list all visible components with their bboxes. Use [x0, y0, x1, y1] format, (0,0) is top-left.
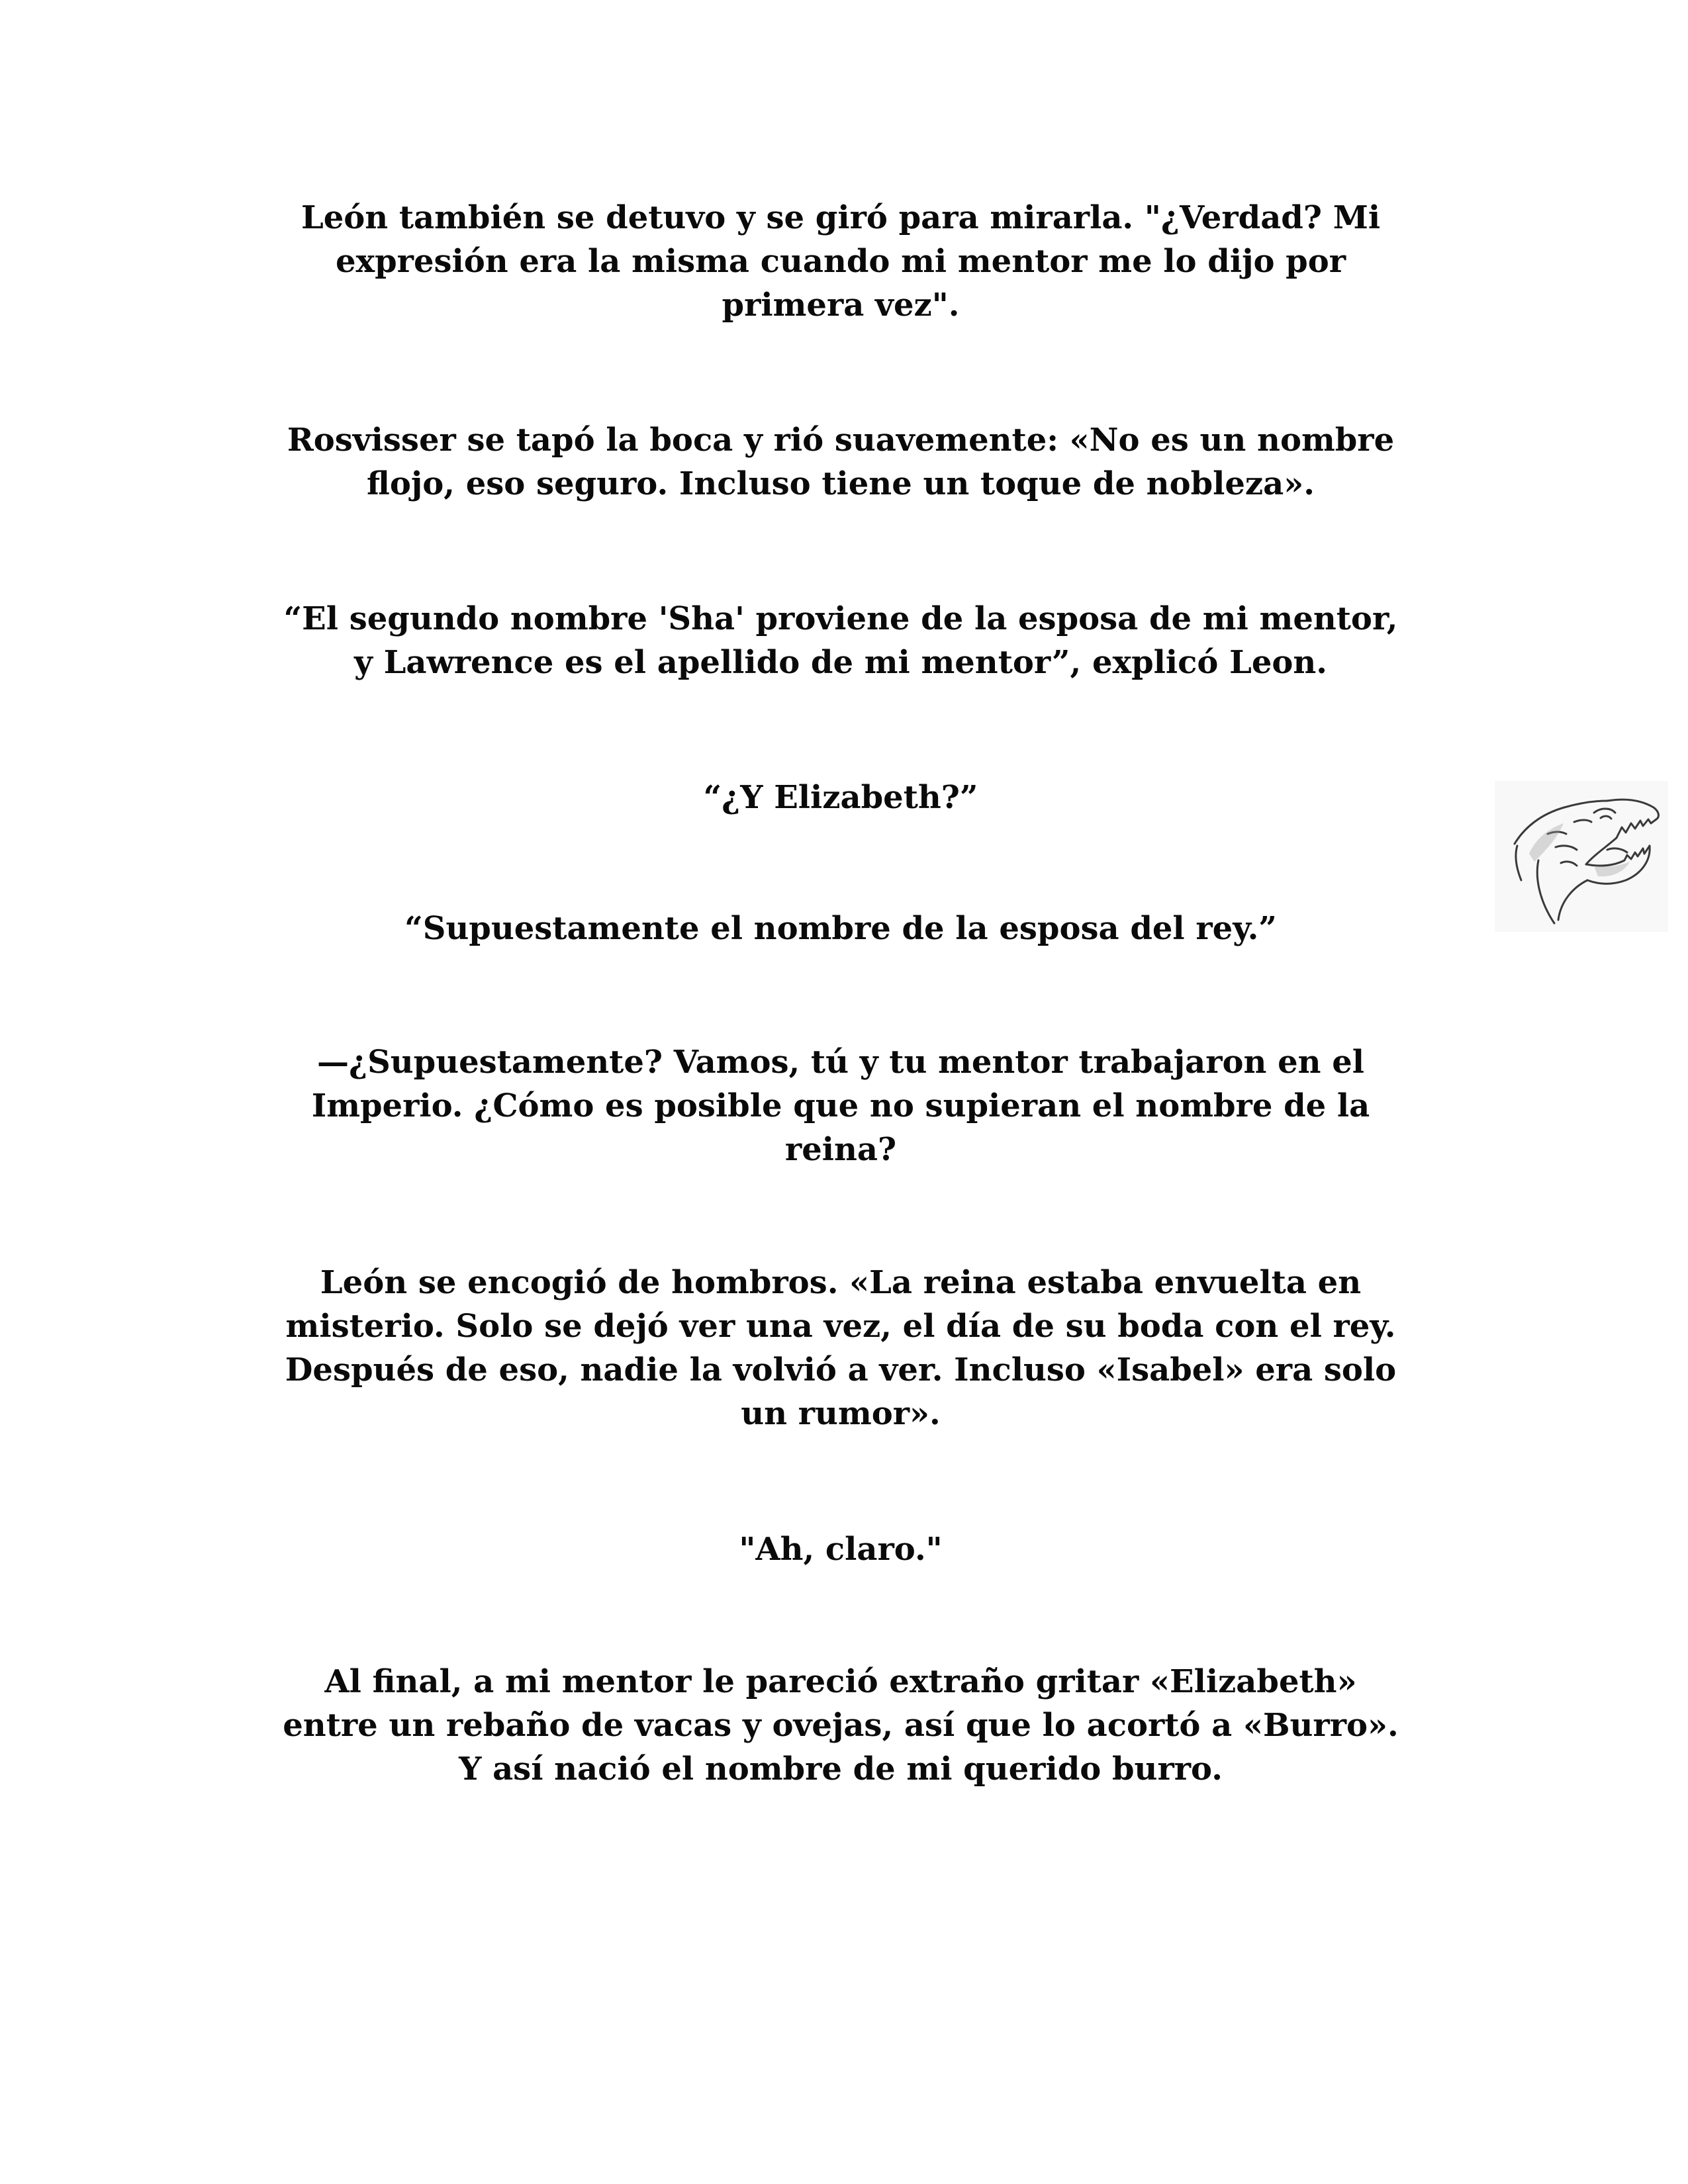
paragraph-line: expresión era la misma cuando mi mentor me lo dijo por: [335, 243, 1346, 280]
paragraph-line: “Supuestamente el nombre de la esposa del rey.”: [404, 910, 1277, 947]
paragraph-line: misterio. Solo se dejó ver una vez, el día de su boda con el rey.: [285, 1308, 1396, 1345]
paragraph: [225, 907, 1456, 950]
paragraph-line: y Lawrence es el apellido de mi mentor”, explicó Leon.: [353, 644, 1328, 681]
paragraph-line: "Ah, claro.": [739, 1531, 943, 1568]
paragraph-line: “El segundo nombre 'Sha' proviene de la esposa de mi mentor,: [283, 600, 1398, 637]
paragraph-line: un rumor».: [741, 1395, 941, 1432]
paragraph-line: reina?: [784, 1131, 897, 1168]
paragraph: [225, 196, 1456, 327]
paragraph-line: entre un rebaño de vacas y ovejas, así que lo acortó a «Burro».: [283, 1707, 1399, 1744]
paragraph: [225, 1261, 1456, 1435]
paragraph-line: Después de eso, nadie la volvió a ver. Incluso «Isabel» era solo: [285, 1351, 1397, 1388]
paragraph-line: “¿Y Elizabeth?”: [703, 779, 978, 816]
paragraph-line: Al final, a mi mentor le pareció extraño gritar «Elizabeth»: [324, 1663, 1357, 1700]
paragraph-line: flojo, eso seguro. Incluso tiene un toque de nobleza».: [366, 465, 1315, 502]
paragraph: [225, 1040, 1456, 1171]
paragraph-line: Y así nació el nombre de mi querido burro.: [459, 1751, 1223, 1788]
paragraph-line: Rosvisser se tapó la boca y rió suavemente: «No es un nombre: [287, 422, 1395, 459]
paragraph-line: León se encogió de hombros. «La reina estaba envuelta en: [320, 1264, 1362, 1301]
paragraph: [225, 418, 1456, 506]
dinosaur-head-icon: [1495, 781, 1668, 932]
paragraph: [225, 1527, 1456, 1571]
paragraph: [225, 776, 1456, 819]
paragraph-line: —¿Supuestamente? Vamos, tú y tu mentor trabajaron en el: [316, 1044, 1365, 1081]
paragraph-line: primera vez".: [722, 287, 960, 324]
paragraph-line: León también se detuvo y se giró para mirarla. "¿Verdad? Mi: [301, 199, 1381, 236]
paragraph: [225, 597, 1456, 684]
paragraph-line: Imperio. ¿Cómo es posible que no supieran el nombre de la: [311, 1087, 1370, 1124]
paragraph: [225, 1660, 1456, 1791]
